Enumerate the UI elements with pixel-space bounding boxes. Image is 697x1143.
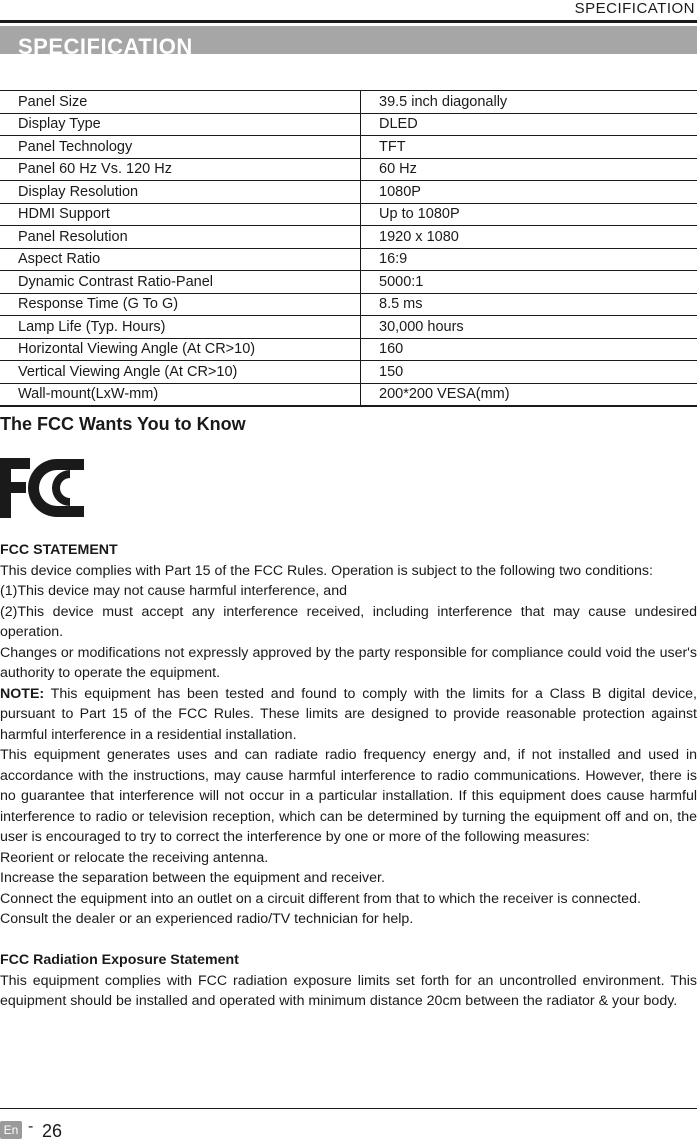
spec-label: Wall-mount(LxW-mm) [0,383,361,406]
spec-label: Vertical Viewing Angle (At CR>10) [0,361,361,384]
radiation-text: This equipment complies with FCC radiation exposure limits set forth for an uncontrolled environment. This equipment should be installed and operated with minimum distance 20cm between the radiator & your body. [0,972,697,1009]
spec-label: Display Type [0,113,361,136]
note-text: This equipment has been tested and found to comply with the limits for a Class B digital device, pursuant to Part 15 of the FCC Rules. These limits are designed to provide reasonable protection against harmful interference in a residential installation. [0,685,697,743]
spec-label: Aspect Ratio [0,248,361,271]
spec-row [0,248,697,271]
spec-value: 200*200 VESA(mm) [361,383,697,406]
spacer [0,930,697,951]
spec-value: 16:9 [361,248,697,271]
language-badge: En [0,1121,22,1139]
spec-row [0,136,697,159]
measure-item: Consult the dealer or an experienced radio/TV technician for help. [0,911,414,927]
fcc-note [0,684,697,746]
spec-label: Lamp Life (Typ. Hours) [0,316,361,339]
spec-value: TFT [361,136,697,159]
fcc-logo-icon [0,458,84,518]
fcc-paragraph: (1)This device may not cause harmful interference, and [0,583,347,599]
fcc-paragraph: This equipment generates uses and can radiate radio frequency energy and, if not installed and used in accordance with the instructions, may cause harmful interference to radio communications. However, there is no guarantee that interference will not occur in a particular installation. If this equipment does cause harmful interference to radio or television reception, which can be determined by turning the equipment off and on, the user is encouraged to try to correct the interference by one or more of the following measures: [0,747,697,845]
spec-row [0,158,697,181]
spec-row [0,203,697,226]
spec-value: 5000:1 [361,271,697,294]
spec-label: Panel 60 Hz Vs. 120 Hz [0,158,361,181]
measure-item: Reorient or relocate the receiving antenna. [0,849,269,866]
fcc-paragraph: Changes or modifications not expressly approved by the party responsible for compliance could void the user's authority to operate the equipment. [0,644,697,681]
spec-value: 1080P [361,181,697,204]
spec-label: Display Resolution [0,181,361,204]
radiation-title: FCC Radiation Exposure Statement [0,952,239,968]
fcc-body [0,540,697,1012]
section-title: SPECIFICATION [18,35,193,54]
spec-value: 30,000 hours [361,316,697,339]
spec-table [0,90,697,407]
spec-row [0,91,697,114]
spec-row [0,271,697,294]
spec-label: Panel Technology [0,136,361,159]
spec-row [0,113,697,136]
spec-value: Up to 1080P [361,203,697,226]
spec-label: Response Time (G To G) [0,293,361,316]
fcc-heading: The FCC Wants You to Know [0,414,246,434]
spec-value: DLED [361,113,697,136]
page-dash: - [28,1118,34,1135]
spec-row [0,338,697,361]
spec-row [0,293,697,316]
measure-item: Connect the equipment into an outlet on a circuit different from that to which the receiver is connected. [0,890,641,907]
spec-row [0,181,697,204]
spec-label: Horizontal Viewing Angle (At CR>10) [0,338,361,361]
spec-label: Panel Size [0,91,361,114]
spec-row [0,383,697,406]
spec-value: 1920 x 1080 [361,226,697,249]
fcc-paragraph: This device complies with Part 15 of the FCC Rules. Operation is subject to the following two conditions: [0,562,653,579]
spec-row [0,361,697,384]
spec-value: 8.5 ms [361,293,697,316]
note-label: NOTE: [0,685,45,702]
running-header: SPECIFICATION [574,0,695,17]
spec-row [0,226,697,249]
spec-label: Panel Resolution [0,226,361,249]
section-header-bar [0,26,697,54]
spec-value: 39.5 inch diagonally [361,91,697,114]
footer-rule [0,1108,697,1109]
fcc-paragraph: (2)This device must accept any interference received, including interference that may cause undesired operation. [0,603,697,640]
page-number: 26 [42,1121,63,1141]
spec-value: 60 Hz [361,158,697,181]
fcc-statement-title: FCC STATEMENT [0,542,118,558]
measure-item: Increase the separation between the equipment and receiver. [0,870,385,886]
spec-label: HDMI Support [0,203,361,226]
spec-label: Dynamic Contrast Ratio-Panel [0,271,361,294]
spec-value: 160 [361,338,697,361]
spec-row [0,316,697,339]
header-rule [0,20,697,23]
spec-value: 150 [361,361,697,384]
